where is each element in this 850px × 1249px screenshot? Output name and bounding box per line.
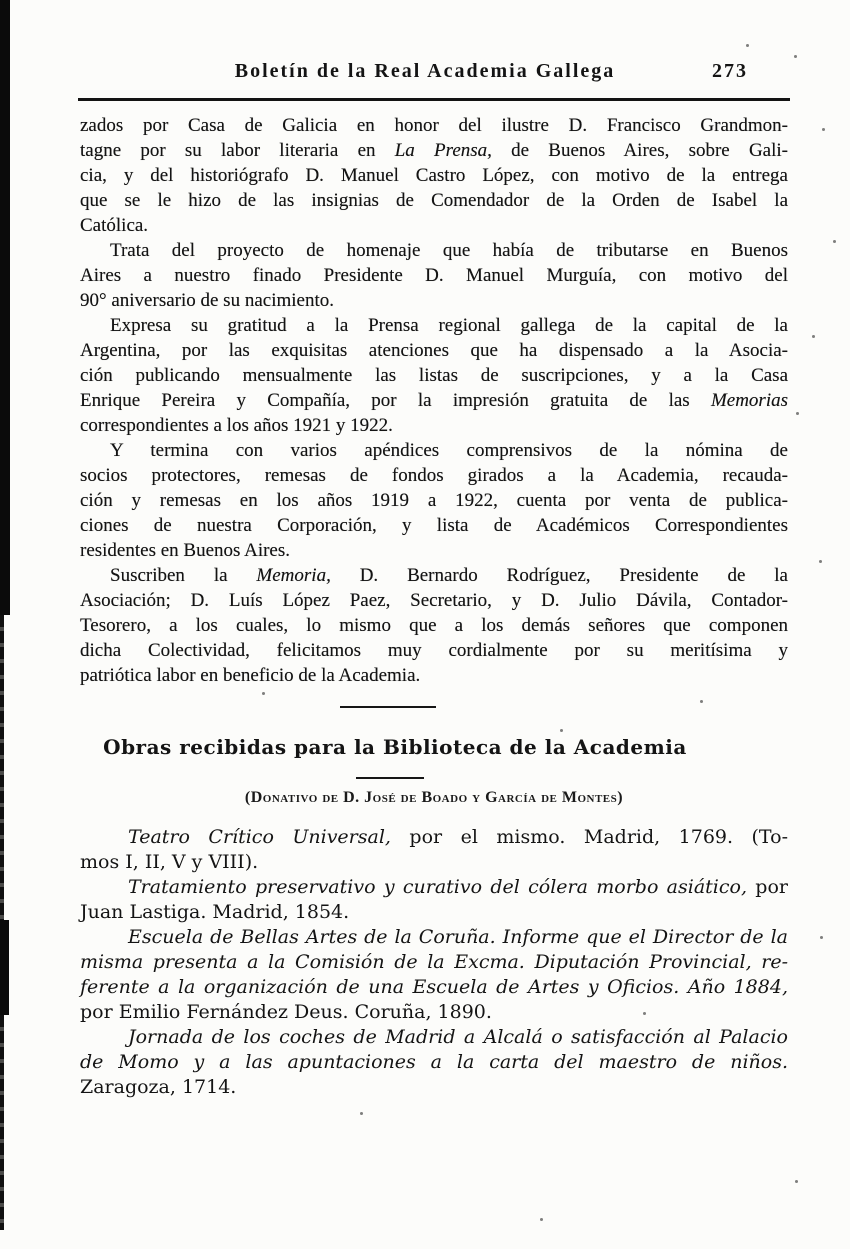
scan-speckle [794, 55, 797, 58]
text-segment: Zaragoza, 1714. [80, 1076, 237, 1098]
text-line [80, 488, 788, 513]
text-line [80, 1050, 788, 1075]
paragraph [80, 313, 788, 438]
text-segment: Aires a nuestro finado Presidente D. Manuel Murguía, con motivo del [80, 265, 788, 286]
text-segment: mos I, II, V y VIII). [80, 851, 259, 873]
section-divider [340, 706, 436, 708]
text-line [80, 613, 788, 638]
paragraph [80, 238, 788, 313]
text-line [80, 538, 788, 563]
page-number: 273 [712, 60, 748, 82]
text-segment: tagne por su labor literaria en [80, 140, 395, 161]
text-line [80, 388, 788, 413]
header-rule [78, 98, 790, 101]
text-line [80, 138, 788, 163]
text-line [80, 513, 788, 538]
text-line [80, 975, 788, 1000]
donation-caption: (Donativo de D. José de Boado y García de Montes) [244, 789, 624, 806]
bibliography-entry [80, 1025, 788, 1100]
text-line [80, 1075, 788, 1100]
binding-shadow-blob [0, 920, 9, 1015]
paragraph [80, 438, 788, 563]
text-segment: Expresa su gratitud a la Prensa regional gallega de la capital de la [110, 315, 788, 336]
italic-text: Teatro Crítico Universal, [128, 826, 391, 848]
italic-text: Memorias [710, 390, 788, 411]
text-segment: Católica. [80, 215, 149, 236]
text-segment: socios protectores, remesas de fondos girados a la Academia, recauda- [80, 465, 788, 486]
binding-shadow-top [0, 0, 10, 615]
text-line [80, 925, 788, 950]
text-line [80, 213, 788, 238]
text-line [80, 825, 788, 850]
text-line [80, 663, 788, 688]
text-segment: correspondientes a los años 1921 y 1922. [80, 415, 393, 436]
scan-speckle [746, 44, 749, 47]
scan-speckle [795, 1180, 798, 1183]
text-line [80, 1025, 788, 1050]
scan-speckle [833, 240, 836, 243]
text-line [80, 563, 788, 588]
bibliography-list [80, 825, 788, 1100]
text-segment: cia, y del historiógrafo D. Manuel Castro López, con motivo de la entrega [80, 165, 788, 186]
text-segment: patriótica labor en beneficio de la Academia. [80, 665, 421, 686]
italic-text: Jornada de los coches de Madrid a Alcalá o satisfacción al Palacio [128, 1026, 788, 1048]
text-line [80, 950, 788, 975]
text-segment: por [747, 876, 788, 898]
bibliography-entry [80, 875, 788, 925]
text-segment: ción publicando mensualmente las listas de suscripciones, y a la Casa [80, 365, 788, 386]
text-line [80, 313, 788, 338]
italic-text: La Prensa, [394, 140, 492, 161]
text-segment: de Buenos Aires, sobre Gali- [491, 140, 788, 161]
text-line [80, 875, 788, 900]
text-segment: por el mismo. Madrid, 1769. (To- [390, 826, 788, 848]
text-segment: Argentina, por las exquisitas atenciones que ha dispensado a la Asocia- [80, 340, 788, 361]
text-segment: Enrique Pereira y Compañía, por la impresión gratuita de las [80, 390, 711, 411]
text-segment: 90° aniversario de su nacimiento. [80, 290, 334, 311]
text-segment: Suscriben la [110, 565, 257, 586]
italic-text: Memoria, [256, 565, 331, 586]
text-line [80, 463, 788, 488]
text-line [80, 288, 788, 313]
body-text [80, 113, 788, 688]
text-segment: D. Bernardo Rodríguez, Presidente de la [330, 565, 788, 586]
italic-text: ferente a la organización de una Escuela de Artes y Oficios. Año 1884, [80, 976, 788, 998]
text-segment: Juan Lastiga. Madrid, 1854. [80, 901, 350, 923]
text-line [80, 638, 788, 663]
scan-speckle [819, 560, 822, 563]
text-segment: Asociación; D. Luís López Paez, Secretario, y D. Julio Dávila, Contador- [80, 590, 788, 611]
scan-speckle [643, 1012, 646, 1015]
text-line [80, 1000, 788, 1025]
paragraph [80, 113, 788, 238]
bibliography-entry [80, 925, 788, 1025]
italic-text: misma presenta a la Comisión de la Excma. Diputación Provincial, re- [80, 951, 788, 973]
bibliography-entry [80, 825, 788, 875]
text-segment: zados por Casa de Galicia en honor del ilustre D. Francisco Grandmon- [80, 115, 788, 136]
text-segment: ción y remesas en los años 1919 a 1922, cuenta por venta de publica- [80, 490, 788, 511]
scan-speckle [822, 128, 825, 131]
scan-speckle [262, 692, 265, 695]
text-line [80, 163, 788, 188]
page-header-title: Boletín de la Real Academia Gallega [234, 60, 616, 82]
text-line [80, 413, 788, 438]
text-line [80, 263, 788, 288]
scan-speckle [560, 729, 563, 732]
text-line [80, 113, 788, 138]
scan-speckle [812, 335, 815, 338]
text-segment: que se le hizo de las insignias de Comendador de la Orden de Isabel la [80, 190, 788, 211]
section-heading: Obras recibidas para la Biblioteca de la Academia [103, 735, 687, 759]
scan-speckle [796, 412, 799, 415]
text-line [80, 850, 788, 875]
italic-text: Escuela de Bellas Artes de la Coruña. Informe que el Director de la [128, 926, 788, 948]
italic-text: Tratamiento preservativo y curativo del cólera morbo asiático, [128, 876, 747, 898]
text-segment: dicha Colectividad, felicitamos muy cordialmente por su meritísima y [80, 640, 788, 661]
scan-speckle [820, 936, 823, 939]
text-line [80, 238, 788, 263]
heading-underline [356, 777, 424, 779]
scan-speckle [540, 1218, 543, 1221]
text-line [80, 188, 788, 213]
text-segment: ciones de nuestra Corporación, y lista de Académicos Correspondientes [80, 515, 788, 536]
scan-speckle [700, 700, 703, 703]
text-line [80, 438, 788, 463]
text-line [80, 363, 788, 388]
italic-text: de Momo y a las apuntaciones a la carta del maestro de niños. [80, 1051, 788, 1073]
text-line [80, 588, 788, 613]
text-line [80, 338, 788, 363]
text-segment: Y termina con varios apéndices comprensivos de la nómina de [110, 440, 788, 461]
text-line [80, 900, 788, 925]
text-segment: residentes en Buenos Aires. [80, 540, 291, 561]
text-segment: Tesorero, a los cuales, lo mismo que a los demás señores que componen [80, 615, 788, 636]
paragraph [80, 563, 788, 688]
text-segment: Trata del proyecto de homenaje que había de tributarse en Buenos [110, 240, 788, 261]
scan-speckle [360, 1112, 363, 1115]
text-segment: por Emilio Fernández Deus. Coruña, 1890. [80, 1001, 492, 1023]
